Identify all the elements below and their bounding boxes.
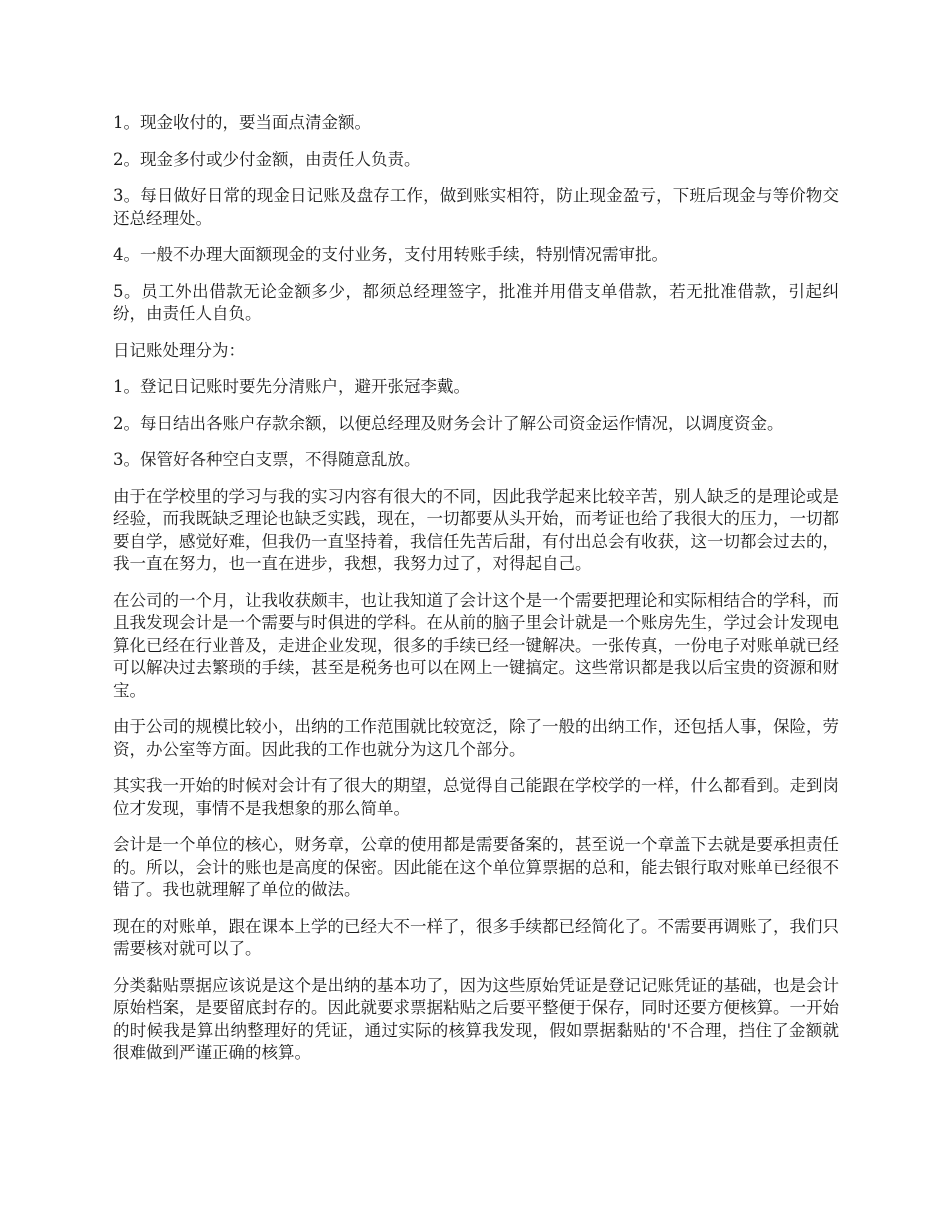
paragraph-cash-rule-3: 3。每日做好日常的现金日记账及盘存工作，做到账实相符，防止现金盈亏，下班后现金与等价物交还总经理处。: [113, 186, 839, 228]
document-body: [113, 112, 839, 1079]
paragraph-journal-rule-3: 3。保管好各种空白支票，不得随意乱放。: [113, 450, 421, 469]
paragraph-cash-rule-4: 4。一般不办理大面额现金的支付业务，支付用转账手续，特别情况需审批。: [113, 245, 668, 264]
paragraph-learning-difficulty: 由于在学校里的学习与我的实习内容有很大的不同，因此我学起来比较辛苦，别人缺乏的是理论或是经验，而我既缺乏理论也缺乏实践，现在，一切都要从头开始，而考证也给了我很大的压力，一切都要自学，感觉好难，但我仍一直坚持着，我信任先苦后甜，有付出总会有收获，这一切都会过去的，我一直在努力，也一直在进步，我想，我努力过了，对得起自己。: [113, 486, 839, 573]
paragraph-cash-rule-2: 2。现金多付或少付金额，由责任人负责。: [113, 149, 421, 169]
paragraph-cash-rule-1: 1。现金收付的，要当面点清金额。: [113, 113, 371, 132]
paragraph-month-reflection: 在公司的一个月，让我收获颇丰，也让我知道了会计这个是一个需要把理论和实际相结合的学科，而且我发现会计是一个需要与时俱进的学科。在从前的脑子里会计就是一个账房先生，学过会计发现电算化已经在行业普及，走进企业发现，很多的手续已经一键解决。一张传真，一份电子对账单就已经可以解决过去繁琐的手续，甚至是税务也可以在网上一键搞定。这些常识都是我以后宝贵的资源和财宝。: [113, 590, 839, 700]
paragraph-journal-rule-2: 2。每日结出各账户存款余额，以便总经理及财务会计了解公司资金运作情况，以调度资金。: [113, 413, 784, 433]
paragraph-receipts: 分类黏贴票据应该说是这个是出纳的基本功了，因为这些原始凭证是登记记账凭证的基础，也是会计原始档案，是要留底封存的。因此就要求票据粘贴之后要平整便于保存，同时还要方便核算。一开始的时候我是算出纳整理好的凭证，通过实际的核算我发现，假如票据黏贴的'不合理，挡住了金额就很难做到严谨正确的核算。: [113, 975, 839, 1062]
paragraph-accounting-core: 会计是一个单位的核心，财务章，公章的使用都是需要备案的，甚至说一个章盖下去就是要承担责任的。所以，会计的账也是高度的保密。因此能在这个单位算票据的总和，能去银行取对账单已经很不错了。我也就理解了单位的做法。: [113, 835, 839, 899]
paragraph-company-scale: 由于公司的规模比较小，出纳的工作范围就比较宽泛，除了一般的出纳工作，还包括人事，保险，劳资，办公室等方面。因此我的工作也就分为这几个部分。: [113, 717, 839, 759]
paragraph-expectations: 其实我一开始的时候对会计有了很大的期望，总觉得自己能跟在学校学的一样，什么都看到。走到岗位才发现，事情不是我想象的那么简单。: [113, 776, 839, 818]
paragraph-cash-rule-5: 5。员工外出借款无论金额多少，都须总经理签字，批准并用借支单借款，若无批准借款，引起纠纷，由责任人自负。: [113, 281, 839, 323]
paragraph-journal-rule-1: 1。登记日记账时要先分清账户，避开张冠李戴。: [113, 377, 470, 396]
paragraph-journal-heading: 日记账处理分为：: [113, 340, 245, 360]
paragraph-statements: 现在的对账单，跟在课本上学的已经大不一样了，很多手续都已经简化了。不需要再调账了，我们只需要核对就可以了。: [113, 916, 839, 958]
